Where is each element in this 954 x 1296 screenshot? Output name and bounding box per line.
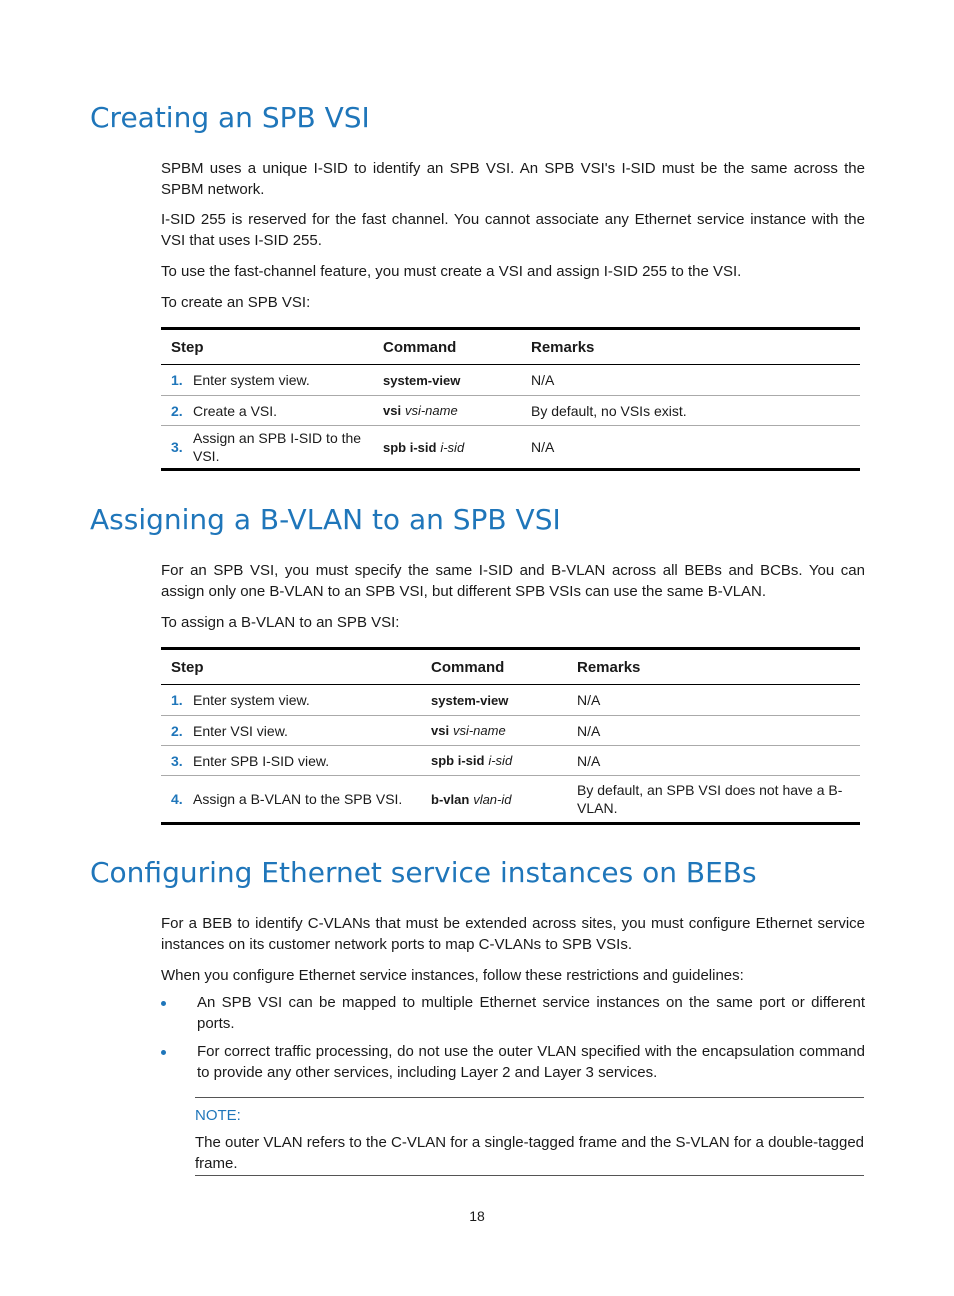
paragraph: To use the fast-channel feature, you must create a VSI and assign I-SID 255 to the VSI. — [161, 263, 742, 280]
table-row — [161, 365, 860, 396]
command-cell — [373, 365, 521, 396]
table-row — [161, 746, 860, 776]
remarks-cell: By default, no VSIs exist. — [521, 396, 860, 426]
step-number: 1. — [171, 692, 183, 708]
command-cell — [421, 685, 567, 716]
bullet-item — [161, 992, 865, 1034]
step-description: Create a VSI. — [193, 396, 373, 426]
command-keyword: vsi — [383, 403, 402, 418]
remarks-cell: N/A — [531, 372, 555, 388]
step-number: 4. — [161, 776, 193, 824]
command-cell — [421, 746, 567, 776]
paragraph: To assign a B-VLAN to an SPB VSI: — [161, 614, 400, 631]
note-label: NOTE: — [195, 1107, 241, 1124]
header-command: Command — [421, 649, 567, 685]
step-number: 3. — [161, 746, 193, 776]
command-argument: vlan-id — [473, 791, 512, 807]
header-step: Step — [161, 649, 421, 685]
paragraph: To create an SPB VSI: — [161, 294, 311, 311]
header-remarks: Remarks — [521, 329, 860, 365]
table-row — [161, 396, 860, 426]
paragraph: For an SPB VSI, you must specify the same I-SID and B-VLAN across all BEBs and BCBs. You can assign only one B-VLAN to an SPB VSI, but different SPB VSIs can use the same B-VLAN. — [161, 562, 865, 600]
section-title-configuring-ethernet: Configuring Ethernet service instances on BEBs — [90, 856, 757, 889]
table-row — [161, 426, 860, 470]
remarks-cell: N/A — [567, 746, 860, 776]
step-description: Assign a B-VLAN to the SPB VSI. — [193, 776, 421, 824]
command-keyword: spb i-sid — [431, 753, 485, 768]
page-number: 18 — [469, 1208, 485, 1224]
bullet-dot-icon — [161, 1001, 166, 1006]
note-text: The outer VLAN refers to the C-VLAN for a single-tagged frame and the S-VLAN for a double-tagged frame. — [195, 1134, 864, 1172]
remarks-cell: N/A — [567, 716, 860, 746]
table-row — [161, 716, 860, 746]
command-cell — [373, 426, 521, 470]
step-description: Enter VSI view. — [193, 716, 421, 746]
command-keyword: system-view — [431, 692, 509, 708]
bullet-text: For correct traffic processing, do not use the outer VLAN specified with the encapsulation command to provide any other services, including Layer 2 and Layer 3 services. — [197, 1043, 865, 1081]
command-argument: i-sid — [440, 439, 465, 455]
step-description: Enter system view. — [193, 372, 310, 388]
table-row — [161, 776, 860, 824]
step-description: Assign an SPB I-SID to the VSI. — [193, 426, 373, 470]
command-keyword: spb i-sid — [383, 439, 437, 455]
paragraph: For a BEB to identify C-VLANs that must be extended across sites, you must configure Ethernet service instances on its customer network ports to map C-VLANs to SPB VSIs. — [161, 915, 865, 953]
step-number: 2. — [161, 716, 193, 746]
paragraph: I-SID 255 is reserved for the fast channel. You cannot associate any Ethernet service instance with the VSI that uses I-SID 255. — [161, 211, 865, 249]
step-number: 2. — [161, 396, 193, 426]
table-header-row — [161, 329, 860, 365]
command-argument: vsi-name — [404, 403, 458, 418]
section-title-assigning-bvlan: Assigning a B-VLAN to an SPB VSI — [90, 503, 561, 536]
step-number: 1. — [171, 372, 183, 388]
command-argument: i-sid — [488, 753, 513, 768]
command-keyword: vsi — [431, 723, 450, 738]
remarks-cell: By default, an SPB VSI does not have a B-VLAN. — [567, 776, 860, 824]
remarks-cell: N/A — [577, 692, 601, 708]
table-header-row — [161, 649, 860, 685]
create-vsi-table — [161, 327, 860, 471]
header-command: Command — [373, 329, 521, 365]
step-number: 3. — [161, 426, 193, 470]
command-cell — [421, 776, 567, 824]
header-step: Step — [161, 329, 373, 365]
bullet-dot-icon — [161, 1050, 166, 1055]
assign-bvlan-table — [161, 647, 860, 825]
command-cell — [373, 396, 521, 426]
command-cell — [421, 716, 567, 746]
step-description: Enter system view. — [193, 692, 310, 708]
remarks-cell: N/A — [521, 426, 860, 470]
command-keyword: b-vlan — [431, 791, 470, 807]
paragraph: SPBM uses a unique I-SID to identify an SPB VSI. An SPB VSI's I-SID must be the same across the SPBM network. — [161, 160, 865, 198]
table-row — [161, 685, 860, 716]
header-remarks: Remarks — [567, 649, 860, 685]
paragraph: When you configure Ethernet service instances, follow these restrictions and guidelines: — [161, 967, 744, 984]
command-argument: vsi-name — [452, 723, 506, 738]
section-title-creating-spb-vsi: Creating an SPB VSI — [90, 101, 370, 134]
bullet-text: An SPB VSI can be mapped to multiple Ethernet service instances on the same port or different ports. — [197, 994, 865, 1032]
note-box — [195, 1097, 864, 1176]
step-description: Enter SPB I-SID view. — [193, 746, 421, 776]
command-keyword: system-view — [383, 372, 461, 388]
bullet-item — [161, 1041, 865, 1083]
